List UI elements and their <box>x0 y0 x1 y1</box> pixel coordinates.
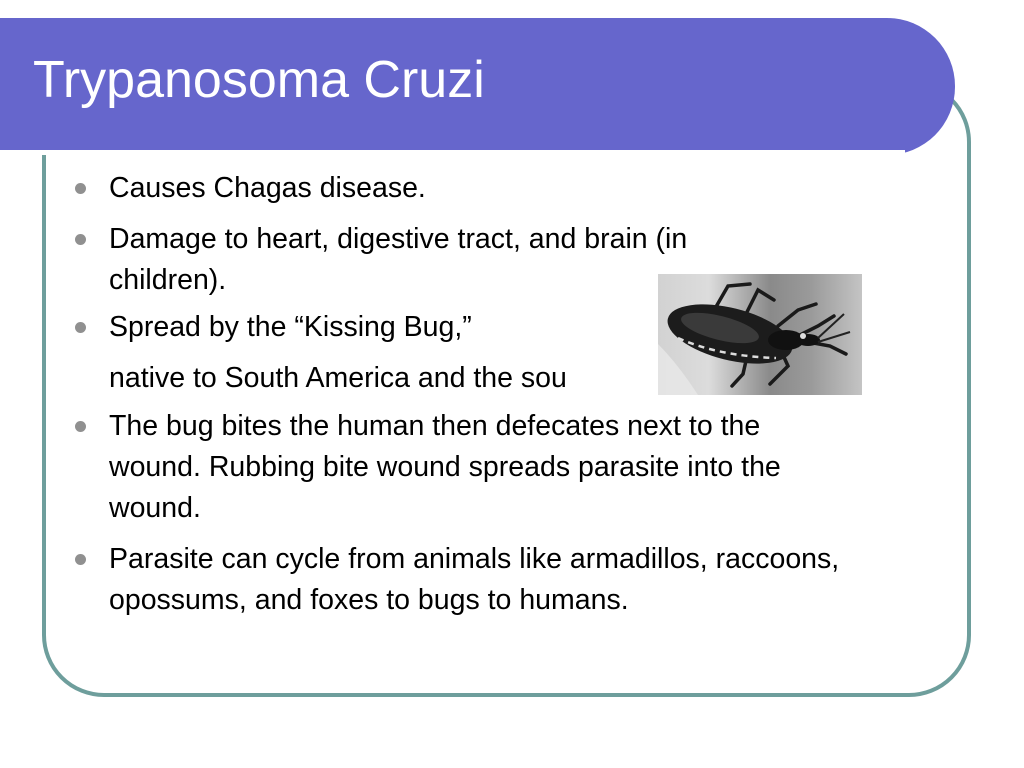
bullet-dot-icon <box>75 322 86 333</box>
bullet-text: Damage to heart, digestive tract, and brain (in children). <box>109 223 688 296</box>
title-underline <box>0 150 905 155</box>
bullet-item <box>0 406 840 529</box>
bullet-dot-icon <box>75 234 86 245</box>
bullet-text: Causes Chagas disease. <box>109 172 426 204</box>
slide-title: Trypanosoma Cruzi <box>33 51 485 109</box>
bullet-text: Parasite can cycle from animals like armadillos, raccoons, opossums, and foxes to bugs to humans. <box>109 543 840 616</box>
bullet-text: The bug bites the human then defecates next to the wound. Rubbing bite wound spreads parasite into the wound. <box>109 410 781 524</box>
continuation-text: native to South America and the sou <box>109 362 567 394</box>
bullet-dot-icon <box>75 183 86 194</box>
bullet-item <box>0 168 840 209</box>
bullet-text: Spread by the “Kissing Bug,” <box>109 311 472 343</box>
bullet-dot-icon <box>75 421 86 432</box>
bullet-dot-icon <box>75 554 86 565</box>
bug-illustration <box>658 274 862 395</box>
bullet-item <box>0 539 840 621</box>
kissing-bug-image <box>658 274 862 395</box>
